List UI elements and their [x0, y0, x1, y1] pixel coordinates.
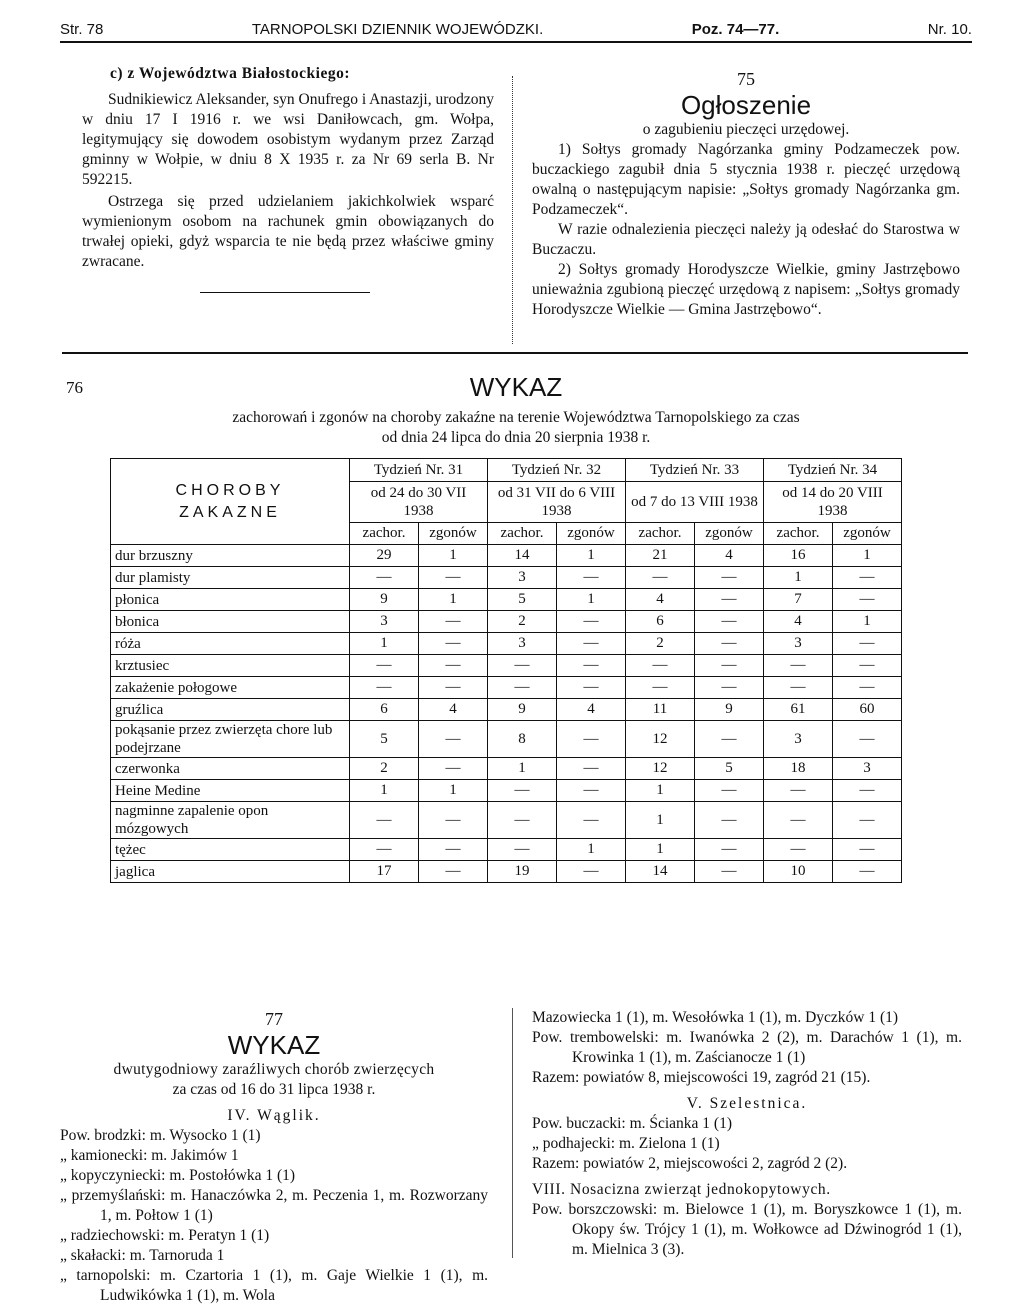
notice-75	[532, 68, 960, 320]
disease-name: róża	[111, 633, 350, 655]
disease-table-wrapper	[110, 458, 902, 883]
sub-header-deaths: zgonów	[695, 523, 764, 545]
deaths-cell: —	[695, 802, 764, 839]
anthrax-list-cont	[532, 1008, 962, 1088]
paragraph-warning: Ostrzega się przed udzielaniem jakichkolwiek wsparć wymienionym osobom na rachunek gmin obowiązanych do trwałej opieki, gdyż wsparcia te nie będą przez właściwe gminy zwracane.	[82, 193, 494, 270]
cases-cell: —	[350, 802, 419, 839]
list-item: Razem: powiatów 2, miejscowości 2, zagród 2 (2).	[532, 1155, 848, 1172]
sub-header-cases: zachor.	[764, 523, 833, 545]
wykaz-76-number: 76	[66, 378, 83, 397]
disease-name: nagminne zapalenie opon mózgowych	[111, 802, 350, 839]
list-item: „ tarnopolski: m. Czartoria 1 (1), m. Gaje Wielkie 1 (1), m. Ludwikówka 1 (1), m. Wola	[60, 1267, 488, 1304]
table-row	[111, 699, 902, 721]
week-31-range: od 24 do 30 VII 1938	[350, 482, 488, 523]
cases-cell: —	[626, 677, 695, 699]
deaths-cell: —	[557, 677, 626, 699]
deaths-cell: —	[833, 567, 902, 589]
cases-cell: —	[488, 839, 557, 861]
deaths-cell: —	[419, 567, 488, 589]
cases-cell: 61	[764, 699, 833, 721]
cases-cell: 9	[488, 699, 557, 721]
cases-cell: —	[764, 677, 833, 699]
section-rule	[62, 352, 968, 354]
sub-header-cases: zachor.	[626, 523, 695, 545]
deaths-cell: —	[695, 677, 764, 699]
disease-name: czerwonka	[111, 758, 350, 780]
cases-cell: 18	[764, 758, 833, 780]
cases-cell: 1	[488, 758, 557, 780]
notice-subtitle: o zagubieniu pieczęci urzędowej.	[642, 121, 850, 138]
cases-cell: 2	[488, 611, 557, 633]
disease-name: tężec	[111, 839, 350, 861]
sub-header-deaths: zgonów	[557, 523, 626, 545]
notice-paragraph-3: 2) Sołtys gromady Horodyszcze Wielkie, gminy Jastrzębowo unieważnia zgubioną pieczęć urzędową z napisem: „Sołtys gromady Horodyszcze Wielkie — Gmina Jastrzębowo“.	[532, 261, 960, 318]
deaths-cell: 60	[833, 699, 902, 721]
deaths-cell: —	[419, 633, 488, 655]
deaths-cell: —	[833, 677, 902, 699]
cases-cell: 9	[350, 589, 419, 611]
section-nosacizna: VIII. Nosacizna zwierząt jednokopytowych.	[532, 1181, 831, 1198]
cases-cell: 2	[626, 633, 695, 655]
wykaz-76-line-1: zachorowań i zgonów na choroby zakaźne na terenie Województwa Tarnopolskiego za czas	[232, 409, 800, 426]
column-divider-2	[512, 1008, 513, 1258]
list-item: „ podhajecki: m. Zielona 1 (1)	[532, 1135, 720, 1152]
cases-cell: 3	[488, 633, 557, 655]
cases-cell: 21	[626, 545, 695, 567]
sub-header-cases: zachor.	[488, 523, 557, 545]
cases-cell: 10	[764, 861, 833, 883]
cases-cell: 14	[488, 545, 557, 567]
cases-cell: —	[764, 655, 833, 677]
table-row	[111, 861, 902, 883]
list-item: „ kamionecki: m. Jakimów 1	[60, 1147, 239, 1164]
cases-cell: 1	[764, 567, 833, 589]
deaths-cell: —	[419, 839, 488, 861]
deaths-cell: —	[419, 655, 488, 677]
disease-name: dur plamisty	[111, 567, 350, 589]
disease-name: jaglica	[111, 861, 350, 883]
page-header	[60, 12, 972, 43]
deaths-cell: —	[419, 677, 488, 699]
disease-name: błonica	[111, 611, 350, 633]
left-top-column	[82, 64, 494, 272]
cases-cell: —	[350, 677, 419, 699]
wykaz-77-sub-2: za czas od 16 do 31 lipca 1938 r.	[172, 1081, 376, 1098]
table-row	[111, 758, 902, 780]
sub-header-deaths: zgonów	[419, 523, 488, 545]
disease-table	[110, 458, 902, 883]
deaths-cell: —	[833, 839, 902, 861]
notice-number: 75	[737, 69, 755, 89]
diseases-header-text: CHOROBY ZAKAZNE	[175, 481, 285, 521]
cases-cell: 1	[350, 780, 419, 802]
deaths-cell: —	[695, 567, 764, 589]
table-row	[111, 655, 902, 677]
table-row	[111, 721, 902, 758]
deaths-cell: 1	[419, 545, 488, 567]
disease-name: pokąsanie przez zwierzęta chore lub podejrzane	[111, 721, 350, 758]
deaths-cell: —	[833, 721, 902, 758]
deaths-cell: —	[557, 721, 626, 758]
deaths-cell: 1	[833, 545, 902, 567]
section-szelestnica: V. Szelestnica.	[686, 1095, 808, 1112]
wykaz-77-sub-1: dwutygodniowy zaraźliwych chorób zwierzęcych	[113, 1061, 435, 1078]
disease-name: krztusiec	[111, 655, 350, 677]
cases-cell: 6	[626, 611, 695, 633]
cases-cell: 17	[350, 861, 419, 883]
deaths-cell: —	[419, 611, 488, 633]
deaths-cell: —	[419, 861, 488, 883]
deaths-cell: —	[695, 780, 764, 802]
table-row	[111, 802, 902, 839]
szelestnica-list	[532, 1114, 962, 1174]
deaths-cell: 9	[695, 699, 764, 721]
deaths-cell: —	[695, 721, 764, 758]
anthrax-list	[60, 1126, 488, 1306]
deaths-cell: 1	[557, 545, 626, 567]
deaths-cell: 1	[419, 589, 488, 611]
table-row	[111, 780, 902, 802]
disease-name: Heine Medine	[111, 780, 350, 802]
week-32-label: Tydzień Nr. 32	[488, 459, 626, 482]
list-item: Pow. trembowelski: m. Iwanówka 2 (2), m. Darachów 1 (1), m. Krowinka 1 (1), m. Zaścianocze 1 (1)	[532, 1029, 962, 1066]
cases-cell: —	[488, 780, 557, 802]
deaths-cell: —	[557, 655, 626, 677]
deaths-cell: —	[419, 721, 488, 758]
cases-cell: 3	[350, 611, 419, 633]
cases-cell: 29	[350, 545, 419, 567]
deaths-cell: 1	[557, 589, 626, 611]
deaths-cell: —	[833, 589, 902, 611]
cases-cell: 8	[488, 721, 557, 758]
cases-cell: 5	[350, 721, 419, 758]
week-32-range: od 31 VII do 6 VIII 1938	[488, 482, 626, 523]
cases-cell: —	[764, 780, 833, 802]
journal-title: TARNOPOLSKI DZIENNIK WOJEWÓDZKI.	[251, 21, 544, 38]
cases-cell: —	[350, 567, 419, 589]
deaths-cell: —	[557, 802, 626, 839]
cases-cell: 3	[488, 567, 557, 589]
list-item: Pow. borszczowski: m. Bielowce 1 (1), m. Boryszkowce 1 (1), m. Okopy św. Trójcy 1 (1), m. Wołkowce ad Dźwinogród 1 (1), m. Mielnica 3 (3).	[532, 1201, 962, 1258]
table-row	[111, 567, 902, 589]
deaths-cell: —	[557, 780, 626, 802]
deaths-cell: —	[833, 633, 902, 655]
week-33-label: Tydzień Nr. 33	[626, 459, 764, 482]
column-divider	[512, 76, 513, 344]
cases-cell: —	[488, 655, 557, 677]
wykaz-76-title: WYKAZ	[469, 372, 563, 402]
notice-paragraph-2: W razie odnalezienia pieczęci należy ją odesłać do Starostwa w Buczaczu.	[532, 221, 960, 258]
deaths-cell: 4	[557, 699, 626, 721]
list-item: Razem: powiatów 8, miejscowości 19, zagród 21 (15).	[532, 1069, 871, 1086]
disease-name: dur brzuszny	[111, 545, 350, 567]
wykaz-77-right	[532, 1008, 962, 1260]
cases-cell: 4	[626, 589, 695, 611]
cases-cell: 16	[764, 545, 833, 567]
section-anthrax: IV. Wąglik.	[227, 1107, 321, 1124]
deaths-cell: 1	[557, 839, 626, 861]
deaths-cell: —	[557, 633, 626, 655]
disease-rows	[111, 545, 902, 883]
cases-cell: —	[626, 655, 695, 677]
wykaz-76-line-2: od dnia 24 lipca do dnia 20 sierpnia 1938 r.	[381, 429, 651, 446]
cases-cell: —	[350, 655, 419, 677]
section-heading: c) z Województwa Białostockiego:	[110, 65, 350, 82]
week-34-range: od 14 do 20 VIII 1938	[764, 482, 902, 523]
deaths-cell: —	[557, 861, 626, 883]
disease-name: gruźlica	[111, 699, 350, 721]
cases-cell: 14	[626, 861, 695, 883]
week-34-label: Tydzień Nr. 34	[764, 459, 902, 482]
cases-cell: —	[350, 839, 419, 861]
cases-cell: —	[626, 567, 695, 589]
list-item: Pow. brodzki: m. Wysocko 1 (1)	[60, 1127, 261, 1144]
deaths-cell: 4	[695, 545, 764, 567]
deaths-cell: —	[695, 839, 764, 861]
table-row	[111, 677, 902, 699]
cases-cell: 3	[764, 633, 833, 655]
list-item: „ przemyślański: m. Hanaczówka 2, m. Peczenia 1, m. Rozworzany 1, m. Połtow 1 (1)	[60, 1187, 488, 1224]
cases-cell: 2	[350, 758, 419, 780]
table-row	[111, 633, 902, 655]
list-item: „ radziechowski: m. Peratyn 1 (1)	[60, 1227, 270, 1244]
cases-cell: —	[764, 839, 833, 861]
cases-cell: —	[764, 802, 833, 839]
table-row	[111, 839, 902, 861]
deaths-cell: —	[833, 655, 902, 677]
cases-cell: 1	[626, 802, 695, 839]
cases-cell: 5	[488, 589, 557, 611]
list-item: „ skałacki: m. Tarnoruda 1	[60, 1247, 225, 1264]
deaths-cell: —	[557, 567, 626, 589]
table-row	[111, 589, 902, 611]
deaths-cell: —	[695, 589, 764, 611]
disease-name: zakażenie połogowe	[111, 677, 350, 699]
week-33-range: od 7 do 13 VIII 1938	[626, 482, 764, 523]
deaths-cell: —	[695, 633, 764, 655]
cases-cell: 3	[764, 721, 833, 758]
deaths-cell: 1	[833, 611, 902, 633]
cases-cell: 12	[626, 721, 695, 758]
sub-header-cases: zachor.	[350, 523, 419, 545]
wykaz-77-number: 77	[265, 1009, 283, 1029]
cases-cell: 1	[350, 633, 419, 655]
table-row	[111, 611, 902, 633]
wykaz-77-left	[60, 1008, 488, 1306]
table-row	[111, 545, 902, 567]
notice-paragraph-1: 1) Sołtys gromady Nagórzanka gminy Podzameczek pow. buczackiego zagubił dnia 5 stycznia 1938 r. pieczęć urzędową owalną o następującym napisie: „Sołtys gromady Nagórzanka gm. Podzameczek“.	[532, 141, 960, 218]
week-31-label: Tydzień Nr. 31	[350, 459, 488, 482]
deaths-cell: —	[419, 802, 488, 839]
notice-title: Ogłoszenie	[680, 90, 812, 120]
deaths-cell: —	[833, 861, 902, 883]
deaths-cell: —	[419, 758, 488, 780]
deaths-cell: —	[833, 802, 902, 839]
deaths-cell: —	[695, 655, 764, 677]
list-item: Pow. buczacki: m. Ścianka 1 (1)	[532, 1115, 733, 1132]
diseases-header	[111, 459, 350, 545]
disease-name: płonica	[111, 589, 350, 611]
cases-cell: 6	[350, 699, 419, 721]
cases-cell: 12	[626, 758, 695, 780]
cases-cell: —	[488, 677, 557, 699]
cases-cell: 1	[626, 839, 695, 861]
issue-number: Nr. 10.	[927, 21, 972, 38]
list-item: Mazowiecka 1 (1), m. Wesołówka 1 (1), m. Dyczków 1 (1)	[532, 1009, 899, 1026]
page-number: Str. 78	[60, 21, 104, 38]
list-item: „ kopyczyniecki: m. Postołówka 1 (1)	[60, 1167, 296, 1184]
cases-cell: 1	[626, 780, 695, 802]
deaths-cell: —	[833, 780, 902, 802]
deaths-cell: —	[557, 758, 626, 780]
deaths-cell: 5	[695, 758, 764, 780]
cases-cell: 19	[488, 861, 557, 883]
position-ref: Poz. 74—77.	[691, 21, 780, 38]
cases-cell: 11	[626, 699, 695, 721]
wykaz-77-title: WYKAZ	[227, 1030, 321, 1060]
sub-header-deaths: zgonów	[833, 523, 902, 545]
deaths-cell: —	[695, 611, 764, 633]
wykaz-76-subtitle	[60, 408, 972, 448]
cases-cell: 4	[764, 611, 833, 633]
divider	[200, 292, 370, 293]
deaths-cell: —	[695, 861, 764, 883]
deaths-cell: —	[557, 611, 626, 633]
deaths-cell: 3	[833, 758, 902, 780]
paragraph-person: Sudnikiewicz Aleksander, syn Onufrego i Anastazji, urodzony w dniu 17 I 1916 r. we wsi Daniłowcach, gm. Wołpa, legitymujący się dowodem osobistym wydanym przez Zarząd gminny w Wołpie, w dniu 8 X 1935 r. za Nr 69 serla B. Nr 592215.	[82, 91, 494, 188]
nosacizna-list	[532, 1200, 962, 1260]
cases-cell: 7	[764, 589, 833, 611]
deaths-cell: 4	[419, 699, 488, 721]
cases-cell: —	[488, 802, 557, 839]
deaths-cell: 1	[419, 780, 488, 802]
